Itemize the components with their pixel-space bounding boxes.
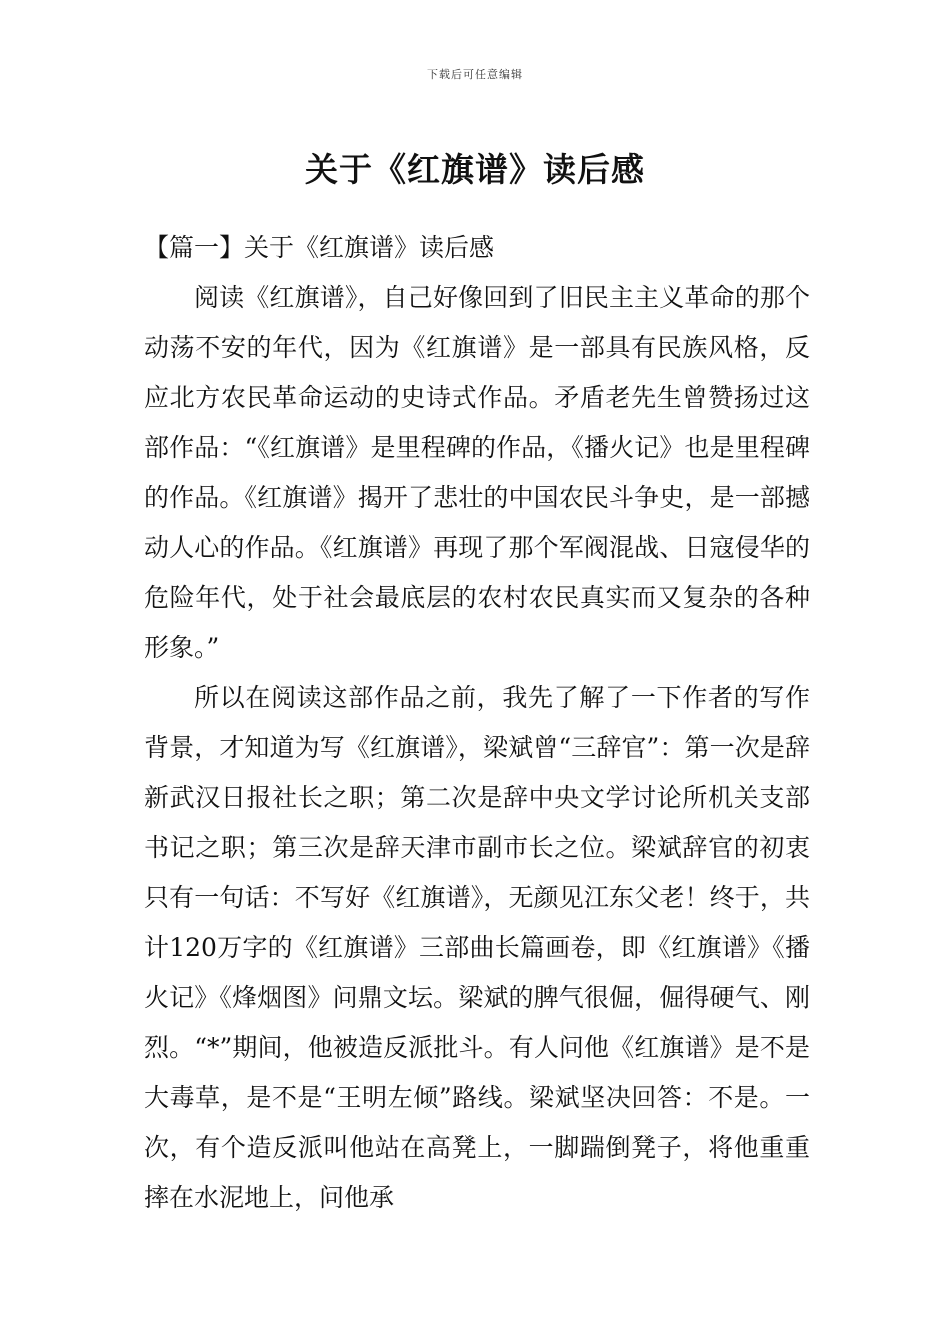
- section-heading: 【篇一】关于《红旗谱》读后感: [144, 233, 495, 262]
- paragraph-1: 阅读《红旗谱》，自己好像回到了旧民主主义革命的那个动荡不安的年代，因为《红旗谱》是一部具有民族风格，反应北方农民革命运动的史诗式作品。矛盾老先生曾赞扬过这部作品：“《红旗谱》是里程碑的作品，《播火记》也是里程碑的作品。《红旗谱》揭开了悲壮的中国农民斗争史，是一部撼动人心的作品。《红旗谱》再现了那个军阀混战、日寇侵华的危险年代，处于社会最底层的农村农民真实而又复杂的各种形象。”: [144, 283, 810, 662]
- header-note: 下载后可任意编辑: [427, 68, 523, 81]
- paragraph-2: 所以在阅读这部作品之前，我先了解了一下作者的写作背景，才知道为写《红旗谱》，梁斌曾“三辞官”：第一次是辞新武汉日报社长之职；第二次是辞中央文学讨论所机关支部书记之职；第三次是辞天津市副市长之位。梁斌辞官的初衷只有一句话：不写好《红旗谱》，无颜见江东父老！终于，共计120万字的《红旗谱》三部曲长篇画卷，即《红旗谱》《播火记》《烽烟图》问鼎文坛。梁斌的脾气很倔，倔得硬气、刚烈。“*”期间，他被造反派批斗。有人问他《红旗谱》是不是大毒草，是不是“王明左倾”路线。梁斌坚决回答：不是。一次，有个造反派叫他站在高凳上，一脚踹倒凳子，将他重重摔在水泥地上，问他承: [144, 683, 810, 1212]
- page-title: 关于《红旗谱》读后感: [305, 150, 645, 190]
- document-body: [144, 223, 810, 1223]
